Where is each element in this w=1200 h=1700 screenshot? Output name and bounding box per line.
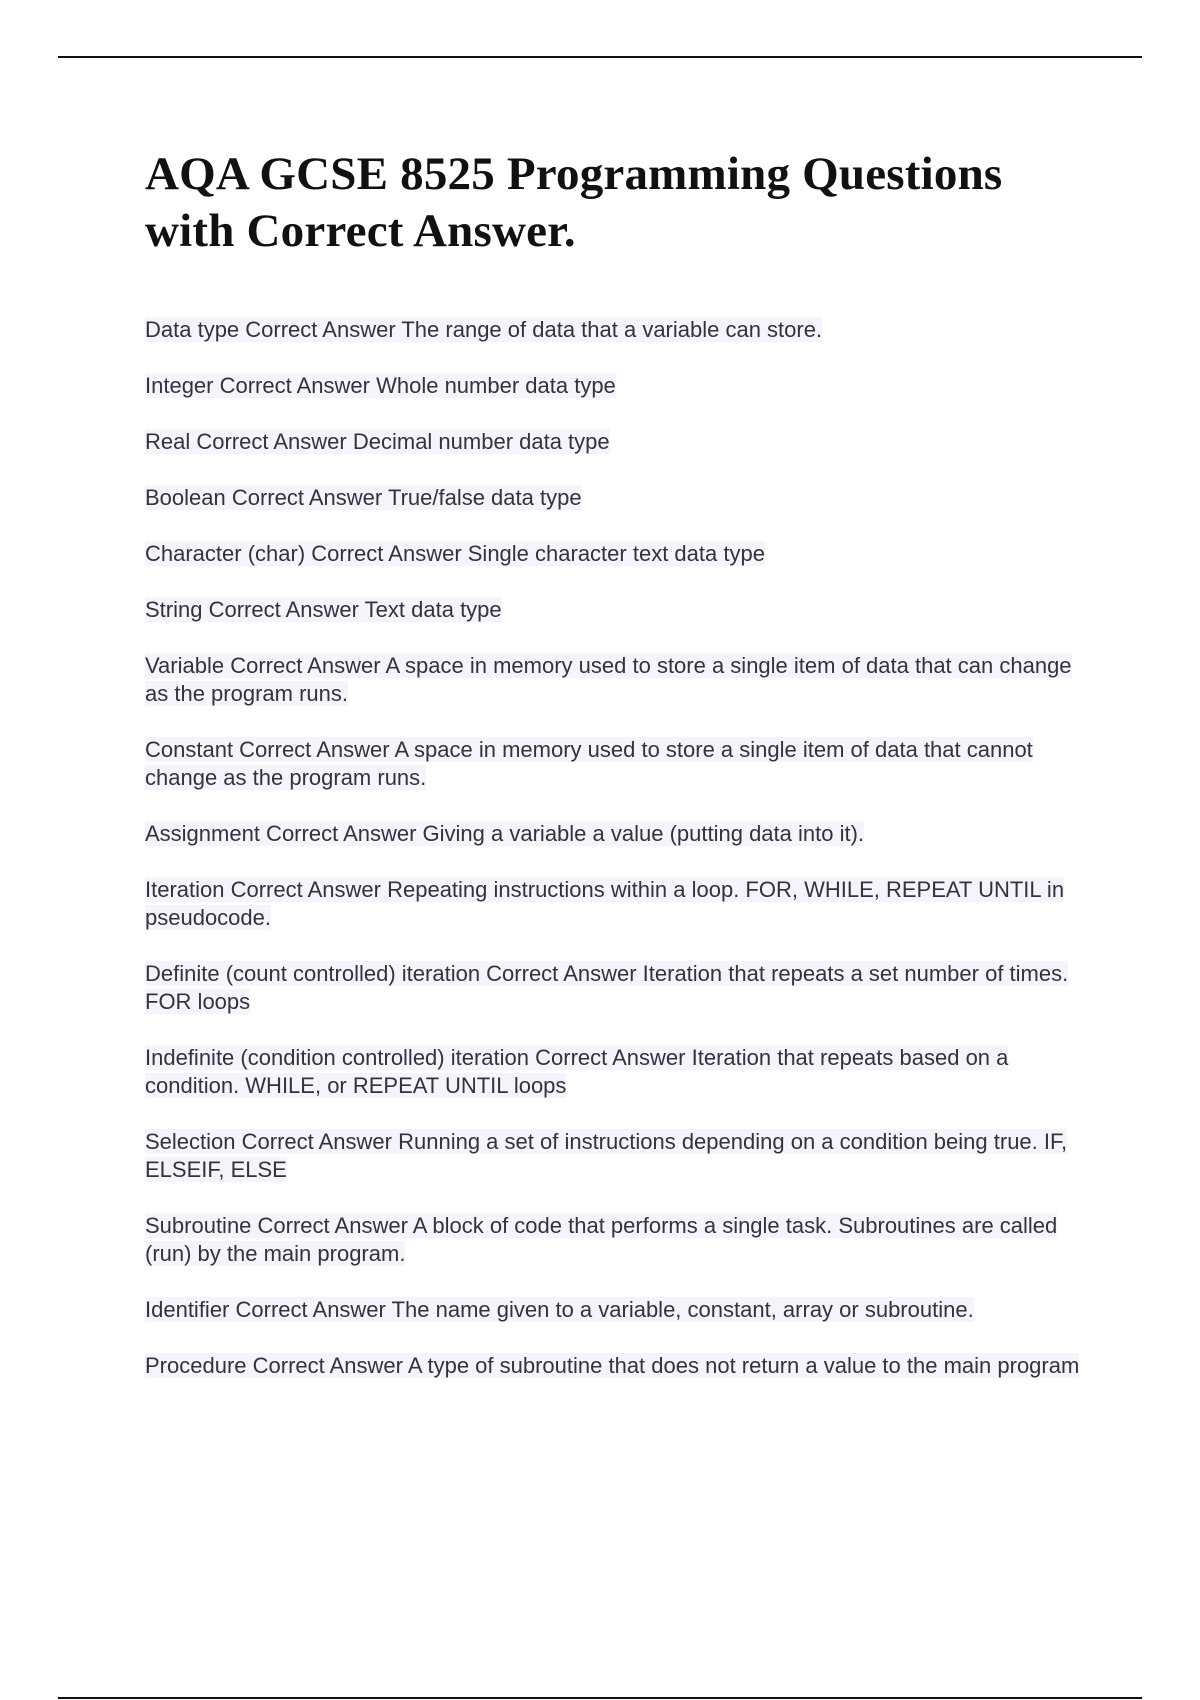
flashcard-entry <box>145 596 1085 624</box>
header-rule <box>58 56 1142 58</box>
flashcard-entry <box>145 428 1085 456</box>
flashcard-entry <box>145 1352 1085 1380</box>
flashcard-list <box>145 316 1085 1380</box>
flashcard-entry <box>145 1128 1085 1184</box>
flashcard-text: Selection Correct Answer Running a set of instructions depending on a condition being true. IF, ELSEIF, ELSE <box>145 1129 1068 1182</box>
flashcard-text: Real Correct Answer Decimal number data type <box>145 429 610 454</box>
flashcard-text: Subroutine Correct Answer A block of code that performs a single task. Subroutines are called (run) by the main program. <box>145 1213 1058 1266</box>
flashcard-entry <box>145 484 1085 512</box>
flashcard-entry <box>145 1212 1085 1268</box>
flashcard-text: Boolean Correct Answer True/false data type <box>145 485 582 510</box>
flashcard-text: Iteration Correct Answer Repeating instructions within a loop. FOR, WHILE, REPEAT UNTIL in pseudocode. <box>145 877 1065 930</box>
flashcard-entry <box>145 736 1085 792</box>
flashcard-text: Procedure Correct Answer A type of subroutine that does not return a value to the main program <box>145 1353 1080 1378</box>
flashcard-text: Assignment Correct Answer Giving a variable a value (putting data into it). <box>145 821 865 846</box>
flashcard-entry <box>145 540 1085 568</box>
flashcard-text: Identifier Correct Answer The name given to a variable, constant, array or subroutine. <box>145 1297 974 1322</box>
flashcard-entry <box>145 960 1085 1016</box>
flashcard-text: String Correct Answer Text data type <box>145 597 502 622</box>
flashcard-entry <box>145 1044 1085 1100</box>
flashcard-text: Constant Correct Answer A space in memory used to store a single item of data that cannot change as the program runs. <box>145 737 1033 790</box>
flashcard-text: Definite (count controlled) iteration Correct Answer Iteration that repeats a set number of times. FOR loops <box>145 961 1069 1014</box>
document-title: AQA GCSE 8525 Programming Questions with Correct Answer. <box>145 148 1003 257</box>
flashcard-text: Data type Correct Answer The range of data that a variable can store. <box>145 317 823 342</box>
flashcard-entry <box>145 820 1085 848</box>
flashcard-entry <box>145 652 1085 708</box>
flashcard-entry <box>145 876 1085 932</box>
document-body <box>145 146 1085 1408</box>
flashcard-text: Character (char) Correct Answer Single character text data type <box>145 541 765 566</box>
flashcard-entry <box>145 372 1085 400</box>
flashcard-text: Variable Correct Answer A space in memory used to store a single item of data that can change as the program runs. <box>145 653 1072 706</box>
flashcard-text: Integer Correct Answer Whole number data type <box>145 373 616 398</box>
flashcard-text: Indefinite (condition controlled) iteration Correct Answer Iteration that repeats based on a condition. WHILE, or REPEAT UNTIL loops <box>145 1045 1009 1098</box>
flashcard-entry <box>145 316 1085 344</box>
footer-rule <box>58 1697 1142 1699</box>
flashcard-entry <box>145 1296 1085 1324</box>
